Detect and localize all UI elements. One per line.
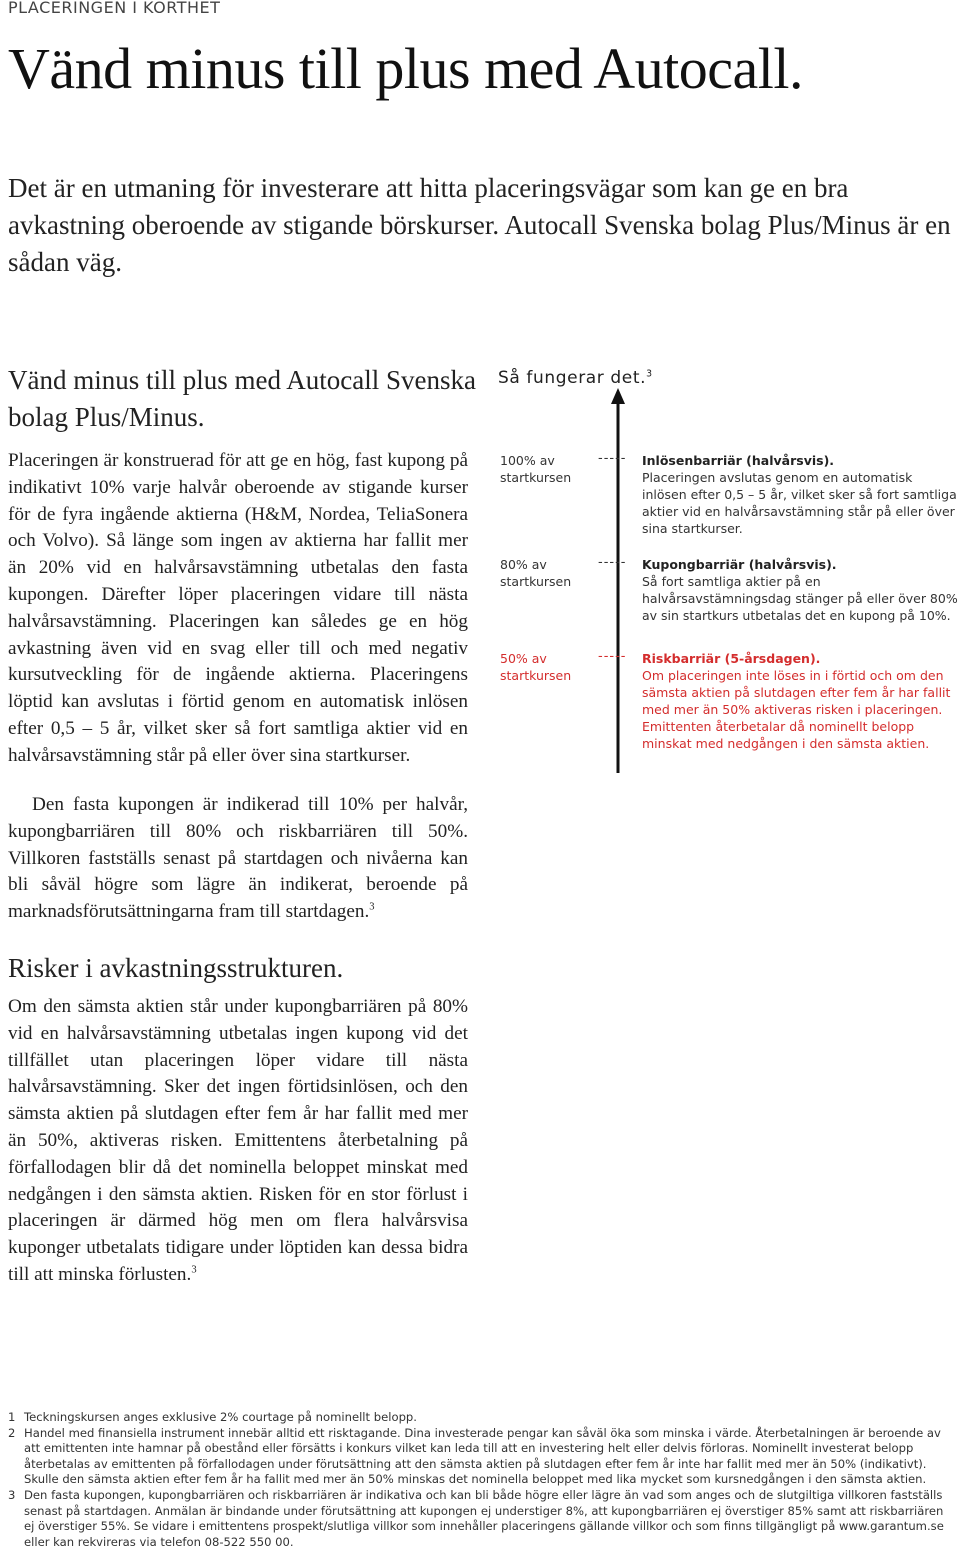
barrier-description-coupon (642, 556, 958, 624)
level-percent: 50% av (500, 651, 547, 666)
dash-marker-50: ----- (598, 649, 627, 664)
footnote-1 (8, 1410, 953, 1426)
barrier-heading: Inlösenbarriär (halvårsvis). (642, 453, 835, 468)
diagram-title-text: Så fungerar det. (498, 368, 647, 388)
level-percent: 80% av (500, 557, 547, 572)
footnote-text: Handel med finansiella instrument innebär alltid ett risktagande. Dina investerade pengar kan såväl öka som minska i värde. Återbetalningen är beroende av att emittenten inte hamnar på obestånd eller försätts i konkurs vilket kan leda till att en investering helt eller delvis förloras. Nominellt investerat belopp återbetalas av emittenten på förfallodagen under förutsättning att den sämsta aktien på slutdagen efter fem år inte har fallit med mer än 50% (indikativt). Skulle den sämsta aktien efter fem år ha fallit med mer än 50% minskas det nominella beloppet med lika mycket som kursnedgången i den sämsta aktien. (24, 1425, 941, 1487)
level-unit: startkursen (500, 668, 572, 683)
footnote-number: 3 (8, 1487, 16, 1502)
footnotes (8, 1410, 953, 1550)
barrier-description-risk (642, 650, 958, 752)
barrier-description-redemption (642, 452, 958, 537)
footnote-number: 1 (8, 1410, 16, 1424)
para2-text: Den fasta kupongen är indikerad till 10% per halvår, kupongbarriären till 80% och riskbarriären till 50%. Villkoren fastställs senast på startdagen och nivåerna kan bli såväl högre som lägre än indikerat, beroende på marknadsförutsättningarna fram till startdagen. (8, 794, 468, 923)
footnote-number: 2 (8, 1425, 16, 1440)
dash-marker-80: ----- (598, 555, 627, 570)
barrier-text: Placeringen avslutas genom en automatisk inlösen efter 0,5 – 5 år, vilket sker så fort samtliga aktier vid en halvårsavstämning står på eller över sina startkurser. (642, 470, 957, 536)
footnote-text: Teckningskursen anges exklusive 2% courtage på nominellt belopp. (24, 1410, 417, 1424)
level-percent: 100% av (500, 453, 555, 468)
body-paragraph-3 (8, 994, 468, 1289)
body-paragraph-2 (8, 792, 468, 926)
page-title: Vänd minus till plus med Autocall. (8, 36, 803, 101)
intro-paragraph: Det är en utmaning för investerare att hitta placeringsvägar som kan ge en bra avkastning oberoende av stigande börskurser. Autocall Svenska bolag Plus/Minus är en sådan väg. (8, 173, 951, 277)
para3-text: Om den sämsta aktien står under kupongbarriären på 80% vid en halvårsavstämning utbetalas ingen kupong vid det tillfället utan placeringen löper vidare till nästa halvårsavstämning. Sker det ingen förtidsinlösen, och den sämsta aktien på slutdagen efter fem år har fallit med mer än 50%, aktiveras risken. Emittentens återbetalning på förfallodagen blir då det nominella beloppet minskat med nedgången i den sämsta aktien. Risken för en stor förlust i placeringen är därmed hög men om flera halvårsvisa kuponger utbetalats tidigare under löptiden kan dessa bidra till att minska förlusten. (8, 996, 468, 1285)
footnote-ref: 3 (369, 901, 375, 913)
barrier-heading: Kupongbarriär (halvårsvis). (642, 557, 837, 572)
level-unit: startkursen (500, 574, 572, 589)
diagram-title (498, 368, 653, 388)
dash-marker-100: ----- (598, 451, 627, 466)
footnote-ref: 3 (646, 368, 653, 380)
barrier-text: Om placeringen inte löses in i förtid och om den sämsta aktien på slutdagen efter fem år har fallit med mer än 50% aktiveras risken i placeringen. Emittenten återbetalar då nominellt belopp minskat med nedgången i den sämsta aktien. (642, 668, 951, 751)
level-unit: startkursen (500, 470, 572, 485)
section-kicker: PLACERINGEN I KORTHET (8, 0, 221, 17)
barrier-heading: Riskbarriär (5-årsdagen). (642, 651, 821, 666)
footnote-text: Den fasta kupongen, kupongbarriären och riskbarriären är indikativa och kan bli både högre eller lägre än vad som anges och de slutgiltiga villkoren fastställs senast på startdagen. Anmälan är bindande under förutsättning att kupongen ej understiger 8%, att kupongbarriären ej överstiger 85% samt att riskbarriären ej överstiger 55%. Se vidare i emittentens prospekt/slutliga villkor som innehåller placeringens gällande villkor och som finns tillgängligt på www.garantum.se eller kan rekvireras via telefon 08-522 550 00. (24, 1487, 944, 1549)
subheading-risks: Risker i avkastningsstrukturen. (8, 953, 344, 983)
level-label-100 (500, 452, 610, 486)
barrier-text: Så fort samtliga aktier på en halvårsavstämningsdag stänger på eller över 80% av sin startkurs utbetalas det en kupong på 10%. (642, 574, 958, 623)
subheading-autocall: Vänd minus till plus med Autocall Svenska bolag Plus/Minus. (8, 365, 476, 432)
body-paragraph-1: Placeringen är konstruerad för att ge en hög, fast kupong på indikativt 10% varje halvår oberoende av stigande kurser för de fyra ingående aktierna (H&M, Nordea, TeliaSonera och Volvo). Så länge som ingen av aktierna har fallit mer än 20% vid en halvårsavstämning utbetalas den fasta kupongen. Därefter löper placeringen vidare till nästa halvårsavstämning. Placeringen kan således ge en hög avkastning även vid en svag eller till och med negativ kursutveckling för de ingående aktierna. Placeringens löptid kan avslutas i förtid genom en automatisk inlösen efter 0,5 – 5 år, vilket sker så fort samtliga aktier vid en halvårsavstämning står på eller över sina startkurser. (8, 450, 468, 766)
level-label-50 (500, 650, 610, 684)
arrowhead-icon (611, 388, 625, 404)
level-label-80 (500, 556, 610, 590)
footnote-ref: 3 (191, 1264, 197, 1276)
footnote-3 (8, 1488, 953, 1550)
footnote-2 (8, 1426, 953, 1488)
